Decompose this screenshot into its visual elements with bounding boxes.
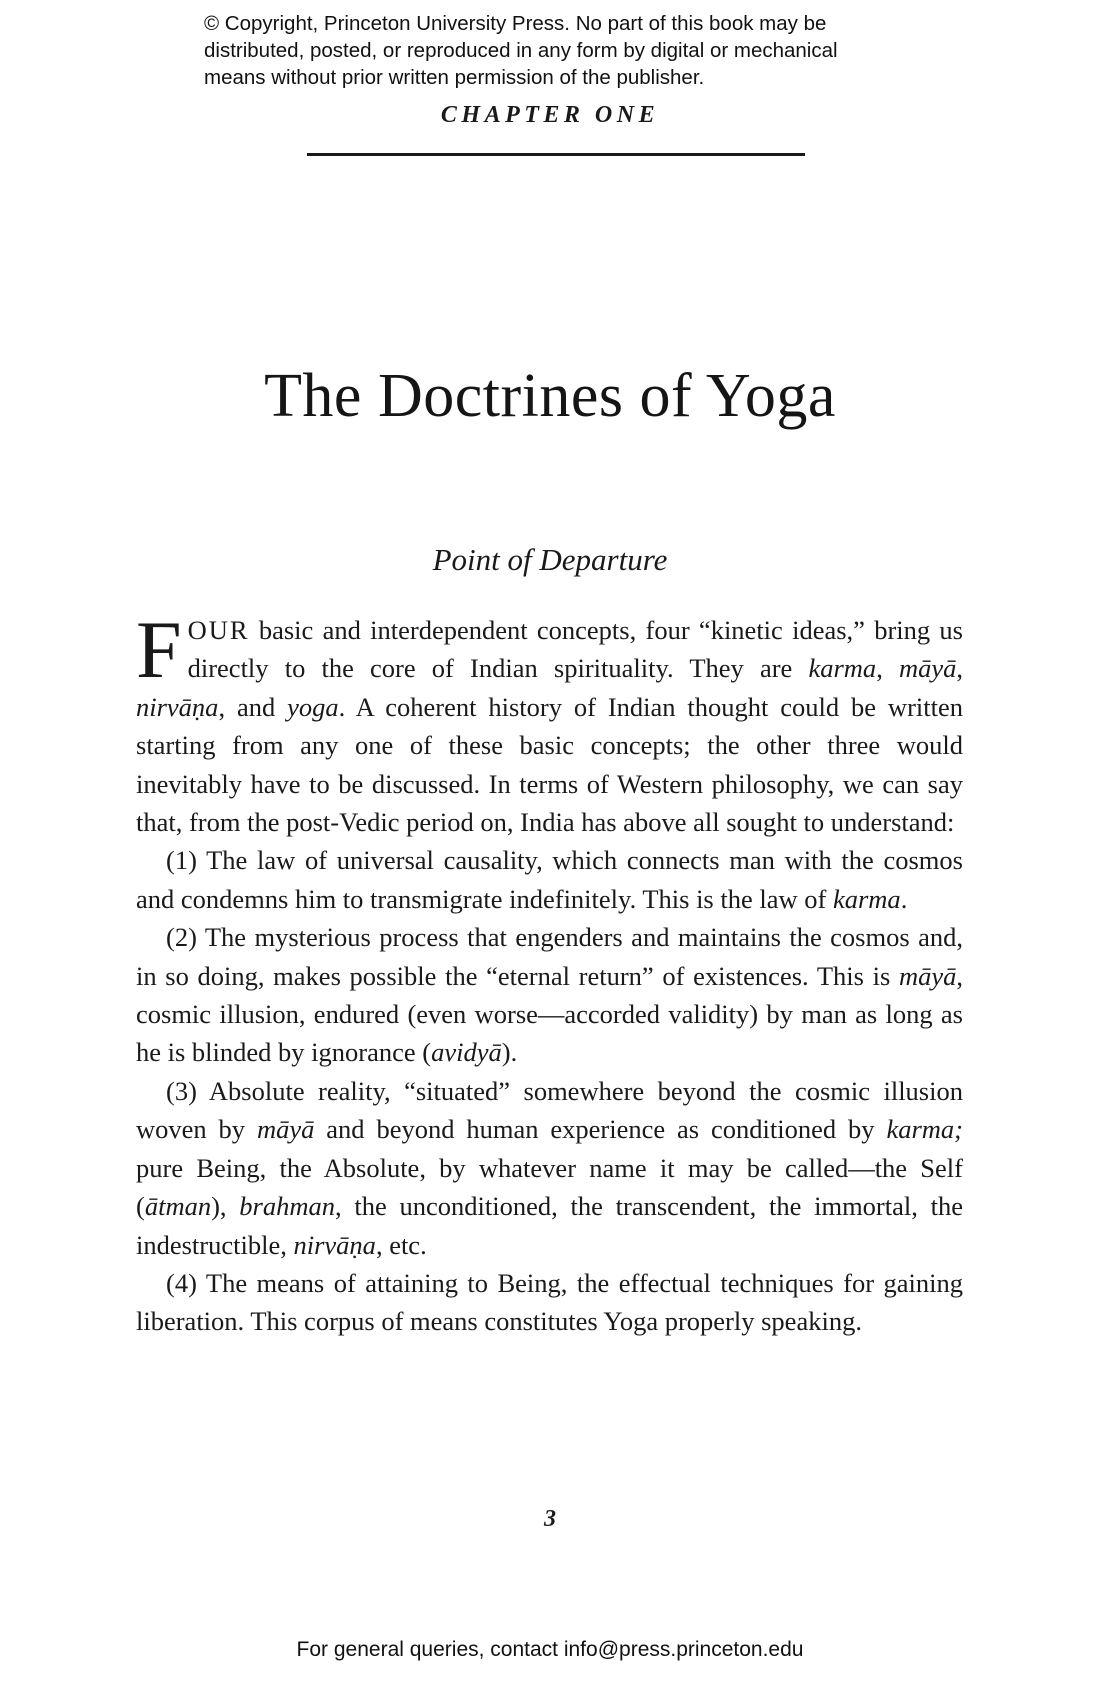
text-run: , <box>956 653 964 684</box>
chapter-divider <box>307 153 805 156</box>
text-run: ), <box>211 1191 240 1222</box>
drop-cap: F <box>136 604 182 695</box>
page-number: 3 <box>544 1506 556 1532</box>
text-run: pure Being, the Absolute, by whatever name it may be called—the Self ( <box>136 1152 963 1222</box>
intro-paragraph <box>136 604 964 841</box>
term-italic: avidyā <box>431 1037 502 1068</box>
text-run: , etc. <box>375 1229 427 1260</box>
text-run: and beyond human experience as conditioned by <box>314 1114 887 1145</box>
term-italic: ātman <box>144 1191 212 1222</box>
term-italic: karma <box>832 883 901 914</box>
term-italic: yoga <box>287 691 339 722</box>
body-text <box>136 604 964 1341</box>
term-italic: karma; <box>886 1114 963 1145</box>
chapter-label: CHAPTER ONE <box>440 102 660 128</box>
text-run: ). <box>501 1037 518 1068</box>
list-item-2 <box>136 918 963 1072</box>
copyright-line: © Copyright, Princeton University Press. No part of this book may be <box>204 12 827 35</box>
term-italic: karma <box>808 653 877 684</box>
text-run: (2) The mysterious process that engenders and maintains the cosmos and, in so doing, makes possible the “eternal return” of existences. This is <box>136 922 963 991</box>
list-item-1 <box>136 841 963 918</box>
small-caps-word: OUR <box>187 615 250 645</box>
term-italic: nirvāṇa <box>136 691 219 722</box>
text-run: . <box>900 883 908 914</box>
contact-footer: For general queries, contact info@press.princeton.edu <box>296 1638 804 1661</box>
term-italic: māyā <box>256 1114 315 1145</box>
text-run: (4) The means of attaining to Being, the effectual techniques for gaining liberation. This corpus of means constitutes Yoga properly speaking. <box>136 1267 963 1337</box>
text-run: (3) Absolute reality, “situated” somewhere beyond the cosmic illusion woven by <box>136 1075 963 1145</box>
text-run: , the unconditioned, the transcendent, the immortal, the indestructible, <box>136 1191 964 1260</box>
copyright-line: distributed, posted, or reproduced in any form by digital or mechanical <box>204 39 838 62</box>
term-italic: nirvāṇa <box>293 1229 376 1260</box>
text-run: basic and interdependent concepts, four “kinetic ideas,” bring us directly to the core of Indian spirituality. They are <box>187 615 963 684</box>
text-run: , and <box>218 691 288 722</box>
list-item-4 <box>136 1264 963 1341</box>
text-run: , <box>876 653 899 684</box>
term-italic: māyā <box>898 653 957 684</box>
text-run: , cosmic illusion, endured (even worse—accorded validity) by man as long as he is blinded by ignorance ( <box>136 960 963 1068</box>
term-italic: brahman <box>239 1191 335 1222</box>
chapter-title: The Doctrines of Yoga <box>264 362 836 430</box>
list-item-3 <box>136 1072 963 1264</box>
text-run: . A coherent history of Indian thought could be written starting from any one of these basic concepts; the other three would inevitably have to be discussed. In terms of Western philosophy, we can say that, from the post-Vedic period on, India has above all sought to understand: <box>136 691 963 838</box>
copyright-line: means without prior written permission of the publisher. <box>204 66 705 89</box>
term-italic: māyā <box>898 960 957 991</box>
copyright-notice <box>204 10 924 91</box>
section-title: Point of Departure <box>432 542 668 577</box>
text-run: (1) The law of universal causality, which connects man with the cosmos and condemns him to transmigrate indefinitely. This is the law of <box>136 845 963 914</box>
